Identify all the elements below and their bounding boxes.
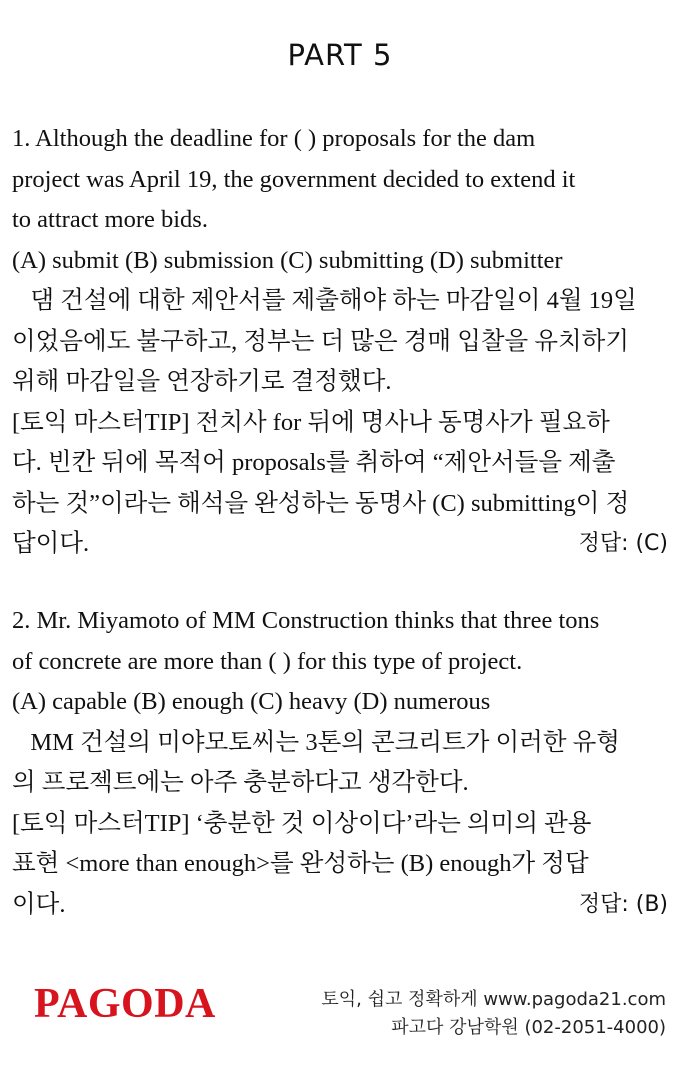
question-text-line: 1. Although the deadline for ( ) proposals for the dam xyxy=(12,125,536,152)
question-text-line: project was April 19, the government decided to extend it xyxy=(12,165,576,193)
translation-line: 이었음에도 불구하고, 정부는 더 많은 경매 입찰을 유치하기 xyxy=(12,327,630,355)
question-text-line: 2. Mr. Miyamoto of MM Construction thinks that three tons xyxy=(12,607,600,634)
translation-line: MM 건설의 미야모토씨는 3톤의 콘크리트가 이러한 유형 xyxy=(12,728,620,756)
answer-key: 정답: (B) xyxy=(578,891,668,917)
question-text-line: of concrete are more than ( ) for this type of project. xyxy=(12,647,523,675)
pagoda-logo: PAGODA xyxy=(34,981,216,1027)
question-2 xyxy=(12,601,668,925)
tip-line: 답이다. xyxy=(12,530,90,557)
answer-choices: (A) submit (B) submission (C) submitting (D) submitter xyxy=(12,246,563,274)
tip-line: [토익 마스터TIP] ‘충분한 것 이상이다’라는 의미의 관용 xyxy=(12,809,592,837)
tip-line: 표현 <more than enough>를 완성하는 (B) enough가 정답 xyxy=(12,850,589,877)
answer-choices: (A) capable (B) enough (C) heavy (D) numerous xyxy=(12,688,491,715)
question-1 xyxy=(12,119,668,565)
translation-line: 위해 마감일을 연장하기로 결정했다. xyxy=(12,368,392,395)
answer-row xyxy=(12,524,668,565)
translation-line: 의 프로젝트에는 아주 충분하다고 생각한다. xyxy=(12,769,469,796)
answer-row xyxy=(12,885,668,926)
tip-line: 이다. xyxy=(12,890,66,918)
footer-website-line: 토익, 쉽고 정확하게 www.pagoda21.com xyxy=(321,989,666,1010)
question-text-line: to attract more bids. xyxy=(12,206,208,233)
footer-contact-line: 파고다 강남학원 (02-2051-4000) xyxy=(391,1017,666,1038)
translation-line: 댐 건설에 대한 제안서를 제출해야 하는 마감일이 4월 19일 xyxy=(12,287,637,314)
page-title: PART 5 xyxy=(287,38,393,72)
footer-info xyxy=(321,986,666,1042)
tip-line: [토익 마스터TIP] 전치사 for 뒤에 명사나 동명사가 필요하 xyxy=(12,408,610,436)
tip-line: 하는 것”이라는 해석을 완성하는 동명사 (C) submitting이 정 xyxy=(12,489,630,517)
answer-key: 정답: (C) xyxy=(578,531,668,556)
tip-line: 다. 빈칸 뒤에 목적어 proposals를 취하여 “제안서들을 제출 xyxy=(12,449,616,476)
